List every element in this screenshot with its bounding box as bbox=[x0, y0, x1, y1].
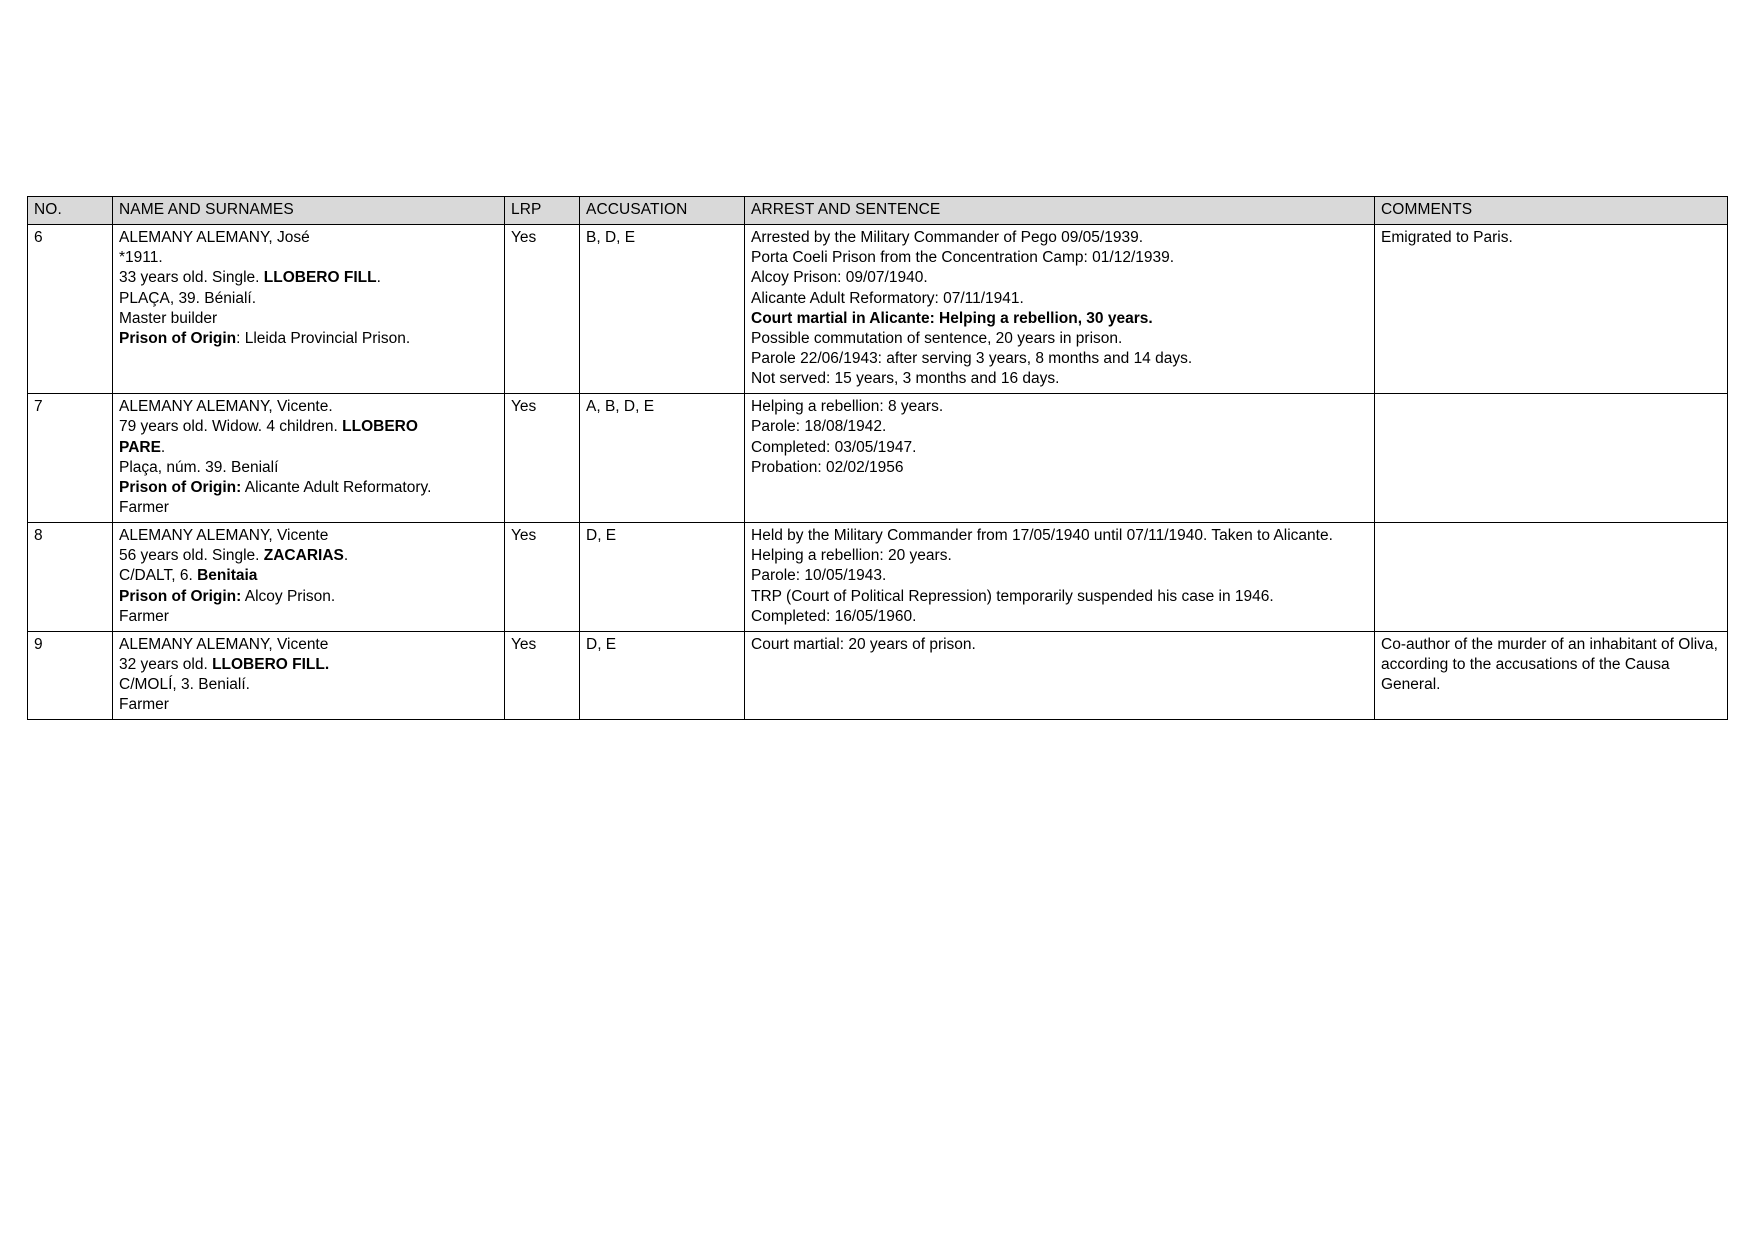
cell-no: 7 bbox=[28, 394, 113, 523]
cell-accusation: A, B, D, E bbox=[580, 394, 745, 523]
name-line bbox=[119, 248, 498, 268]
emphasis-text: Benitaia bbox=[197, 567, 258, 585]
cell-no: 8 bbox=[28, 523, 113, 632]
plain-text: 56 years old. Single. bbox=[119, 547, 264, 565]
name-line bbox=[119, 607, 498, 627]
plain-text: Master builder bbox=[119, 309, 218, 327]
emphasis-text: Prison of Origin: bbox=[119, 478, 242, 496]
plain-text: 32 years old. bbox=[119, 655, 213, 673]
name-line bbox=[119, 228, 498, 248]
plain-text: Arrested by the Military Commander of Pego 09/05/1939. bbox=[751, 229, 1144, 247]
name-line bbox=[119, 498, 498, 518]
cell-name-surnames bbox=[113, 631, 505, 720]
table-row bbox=[28, 631, 1728, 720]
plain-text: Parole: 18/08/1942. bbox=[751, 418, 887, 436]
plain-text: . bbox=[376, 269, 381, 287]
plain-text: Completed: 16/05/1960. bbox=[751, 607, 917, 625]
plain-text: C/DALT, 6. bbox=[119, 567, 198, 585]
arrest-line bbox=[751, 369, 1368, 389]
cell-name-surnames bbox=[113, 225, 505, 394]
emphasis-text: Prison of Origin bbox=[119, 329, 237, 347]
cell-no: 9 bbox=[28, 631, 113, 720]
name-line bbox=[119, 289, 498, 309]
plain-text: 33 years old. Single. bbox=[119, 269, 264, 287]
table-row bbox=[28, 225, 1728, 394]
plain-text: C/MOLÍ, 3. Benialí. bbox=[119, 676, 250, 694]
cell-comments bbox=[1375, 631, 1728, 720]
emphasis-text: ZACARIAS bbox=[263, 547, 344, 565]
arrest-line bbox=[751, 268, 1368, 288]
column-header-accusation: ACCUSATION bbox=[580, 197, 745, 225]
plain-text: . bbox=[160, 438, 166, 456]
arrest-line bbox=[751, 458, 1368, 478]
plain-text: Farmer bbox=[119, 607, 169, 625]
plain-text: . bbox=[343, 547, 349, 565]
cell-no: 6 bbox=[28, 225, 113, 394]
arrest-line bbox=[751, 397, 1368, 417]
cell-arrest-sentence bbox=[745, 523, 1375, 632]
cell-arrest-sentence bbox=[745, 631, 1375, 720]
column-header-lrp: LRP bbox=[505, 197, 580, 225]
plain-text: PLAÇA, 39. Bénialí. bbox=[119, 289, 256, 307]
name-line bbox=[119, 329, 498, 349]
name-line bbox=[119, 458, 498, 478]
cell-accusation: D, E bbox=[580, 523, 745, 632]
arrest-line bbox=[751, 289, 1368, 309]
arrest-line bbox=[751, 587, 1368, 607]
plain-text: Alicante Adult Reformatory: 07/11/1941. bbox=[751, 289, 1024, 307]
emphasis-text: PARE bbox=[119, 438, 161, 456]
table-row bbox=[28, 394, 1728, 523]
cell-name-surnames bbox=[113, 523, 505, 632]
arrest-line bbox=[751, 546, 1368, 566]
plain-text: Parole: 10/05/1943. bbox=[751, 567, 887, 585]
plain-text: Alcoy Prison. bbox=[241, 587, 336, 605]
table-header-row bbox=[28, 197, 1728, 225]
column-header-arrest: ARREST AND SENTENCE bbox=[745, 197, 1375, 225]
column-header-name: NAME AND SURNAMES bbox=[113, 197, 505, 225]
name-line bbox=[119, 635, 498, 655]
arrest-line bbox=[751, 635, 1368, 655]
plain-text: Plaça, núm. 39. Benialí bbox=[119, 458, 279, 476]
plain-text: Completed: 03/05/1947. bbox=[751, 438, 917, 456]
plain-text: Helping a rebellion: 8 years. bbox=[751, 398, 944, 416]
cell-lrp: Yes bbox=[505, 631, 580, 720]
emphasis-text: Prison of Origin: bbox=[119, 587, 242, 605]
name-line bbox=[119, 695, 498, 715]
column-header-comments: COMMENTS bbox=[1375, 197, 1728, 225]
arrest-line bbox=[751, 438, 1368, 458]
plain-text: 79 years old. Widow. 4 children. bbox=[119, 418, 343, 436]
cell-comments bbox=[1375, 394, 1728, 523]
name-line bbox=[119, 546, 498, 566]
plain-text: Alcoy Prison: 09/07/1940. bbox=[751, 269, 928, 287]
emphasis-text: LLOBERO FILL bbox=[263, 269, 377, 287]
plain-text: Alicante Adult Reformatory. bbox=[241, 478, 432, 496]
cell-comments bbox=[1375, 225, 1728, 394]
plain-text: Court martial: 20 years of prison. bbox=[751, 635, 976, 653]
arrest-line bbox=[751, 417, 1368, 437]
name-line bbox=[119, 438, 498, 458]
plain-text: : Lleida Provincial Prison. bbox=[236, 329, 411, 347]
plain-text: TRP (Court of Political Repression) temporarily suspended his case in 1946. bbox=[751, 587, 1274, 605]
arrest-line bbox=[751, 329, 1368, 349]
plain-text: Not served: 15 years, 3 months and 16 days. bbox=[751, 370, 1060, 388]
emphasis-text: LLOBERO bbox=[342, 418, 418, 436]
table-header bbox=[28, 197, 1728, 225]
plain-text: Farmer bbox=[119, 696, 169, 714]
plain-text: Parole 22/06/1943: after serving 3 years, 8 months and 14 days. bbox=[751, 349, 1193, 367]
name-line bbox=[119, 309, 498, 329]
arrest-line bbox=[751, 566, 1368, 586]
cell-accusation: B, D, E bbox=[580, 225, 745, 394]
cell-lrp: Yes bbox=[505, 394, 580, 523]
table-row bbox=[28, 523, 1728, 632]
arrest-line bbox=[751, 526, 1368, 546]
plain-text: Emigrated to Paris. bbox=[1381, 229, 1513, 247]
name-line bbox=[119, 655, 498, 675]
cell-arrest-sentence bbox=[745, 394, 1375, 523]
name-line bbox=[119, 566, 498, 586]
prisoner-records-table bbox=[27, 196, 1728, 720]
arrest-line bbox=[751, 349, 1368, 369]
name-line bbox=[119, 587, 498, 607]
emphasis-text: Court martial in Alicante: Helping a rebellion, 30 years. bbox=[751, 309, 1153, 327]
name-line bbox=[119, 478, 498, 498]
plain-text: ALEMANY ALEMANY, José bbox=[119, 229, 310, 247]
plain-text: *1911. bbox=[119, 249, 163, 267]
arrest-line bbox=[751, 228, 1368, 248]
cell-accusation: D, E bbox=[580, 631, 745, 720]
plain-text: ALEMANY ALEMANY, Vicente bbox=[119, 527, 329, 545]
arrest-line bbox=[751, 607, 1368, 627]
name-line bbox=[119, 268, 498, 288]
plain-text: ALEMANY ALEMANY, Vicente bbox=[119, 635, 329, 653]
column-header-no: NO. bbox=[28, 197, 113, 225]
plain-text: Held by the Military Commander from 17/05/1940 until 07/11/1940. Taken to Alicante. bbox=[751, 527, 1333, 545]
comments-line bbox=[1381, 228, 1721, 248]
cell-arrest-sentence bbox=[745, 225, 1375, 394]
name-line bbox=[119, 526, 498, 546]
plain-text: Co-author of the murder of an inhabitant of Oliva, according to the accusations of the Causa General. bbox=[1381, 635, 1718, 694]
plain-text: Farmer bbox=[119, 498, 169, 516]
name-line bbox=[119, 675, 498, 695]
cell-name-surnames bbox=[113, 394, 505, 523]
plain-text: Porta Coeli Prison from the Concentration Camp: 01/12/1939. bbox=[751, 249, 1175, 267]
plain-text: Probation: 02/02/1956 bbox=[751, 458, 904, 476]
cell-lrp: Yes bbox=[505, 225, 580, 394]
cell-comments bbox=[1375, 523, 1728, 632]
arrest-line bbox=[751, 309, 1368, 329]
plain-text: Helping a rebellion: 20 years. bbox=[751, 547, 952, 565]
name-line bbox=[119, 417, 498, 437]
table-body bbox=[28, 225, 1728, 720]
cell-lrp: Yes bbox=[505, 523, 580, 632]
plain-text: ALEMANY ALEMANY, Vicente. bbox=[119, 398, 333, 416]
arrest-line bbox=[751, 248, 1368, 268]
plain-text: Possible commutation of sentence, 20 years in prison. bbox=[751, 329, 1123, 347]
emphasis-text: LLOBERO FILL. bbox=[212, 655, 330, 673]
comments-line bbox=[1381, 635, 1721, 695]
name-line bbox=[119, 397, 498, 417]
